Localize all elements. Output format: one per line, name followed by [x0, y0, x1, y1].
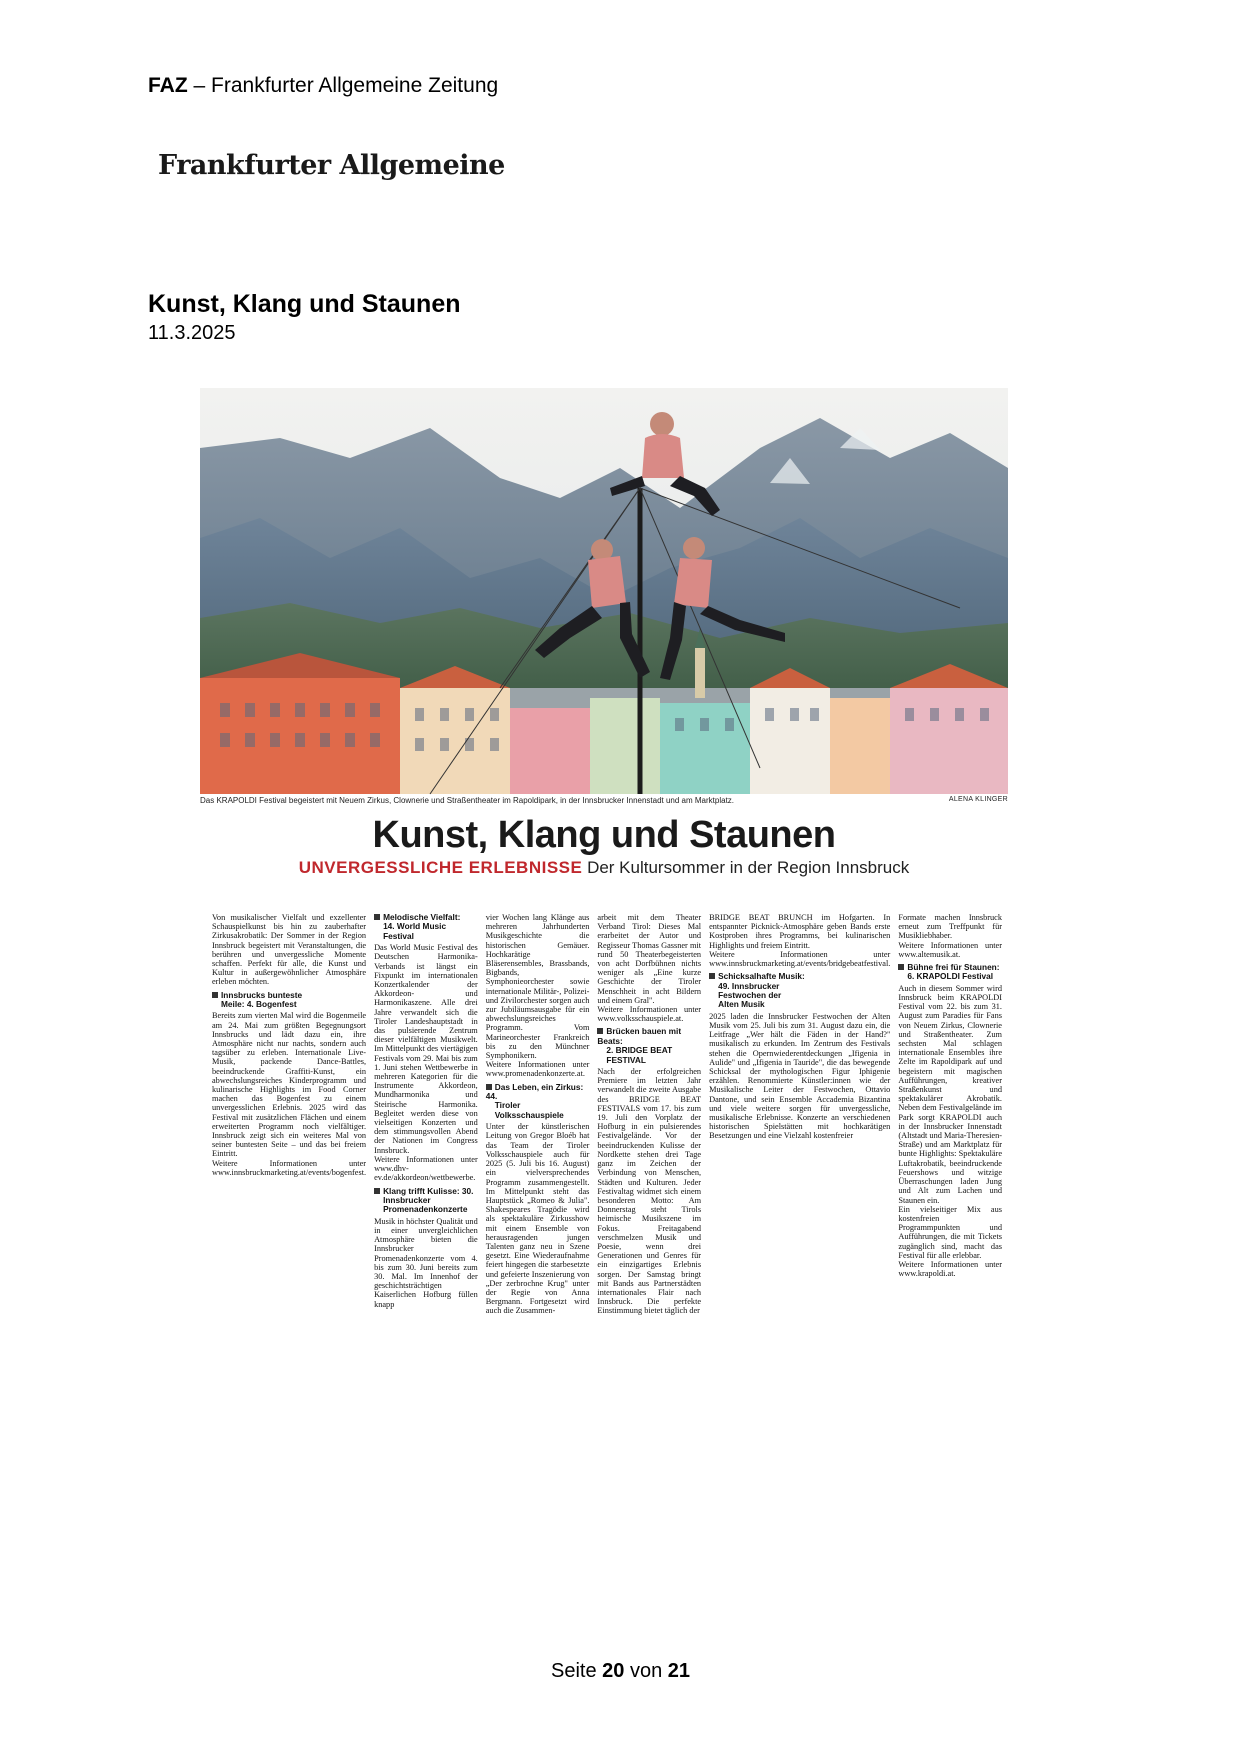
article-column-1	[212, 913, 366, 1323]
column-paragraph: vier Wochen lang Klänge aus mehreren Jahrhunderten Musikgeschichte die historischen Gemäuer. Hochkarätige Bläserensembles, Brassbands, Bigbands, Symphonieorchester sowie internationale Militär-, Polizei- und Zivilorchester sorgen auch zur Jubiläumsausgabe für ein abwechslungsreiches Programm. Vom Marineorchester Frankreich bis zu den Münchner Symphonikern.	[485, 913, 590, 1061]
source-abbreviation: FAZ	[148, 74, 188, 97]
bullet-square-icon	[709, 973, 715, 979]
total-pages: 21	[667, 1660, 690, 1682]
bullet-square-icon	[597, 1028, 603, 1034]
article-column-6	[898, 913, 1002, 1323]
column-paragraph: Ein vielseitiger Mix aus kostenfreien Programmpunkten und Aufführungen, die mit Tickets zugänglich sind, macht das Festival für alle erlebbar.	[898, 1204, 1002, 1260]
page-number-footer	[0, 1660, 1241, 1683]
section-heading: Brücken bauen mit Beats: 2. BRIDGE BEAT FESTIVAL	[597, 1026, 682, 1065]
newspaper-clipping	[200, 388, 1008, 1388]
column-paragraph: Das World Music Festival des Deutschen Harmonika-Verbands ist längst ein Fixpunkt im internationalen Konzertkalender der Akkordeon- und Harmonikaszene. Alle drei Jahre verwandelt sich die Tiroler Landeshauptstadt in das pulsierende Zentrum dieser vielfältigen Musikwelt. Im Mittelpunkt des viertägigen Festivals vom 29. Mai bis zum 1. Juni stehen Wettbewerbe in mehreren Kategorien für die Instrumente Akkordeon, Mundharmonika und Steirische Harmonika. Begleitet werden diese von vielseitigen Konzerten und dem stimmungsvollen Abend der Nationen im Congress Innsbruck.	[374, 943, 478, 1155]
newspaper-masthead-logo: Frankfurter Allgemeine	[158, 150, 505, 181]
column-paragraph: Weitere Informationen unter www.krapoldi.at.	[898, 1259, 1002, 1279]
column-paragraph: 2025 laden die Innsbrucker Festwochen der Alten Musik vom 25. Juli bis zum 31. August dazu ein, die Leitfrage „Wer hält die Fäden in der Hand?" musikalisch zu erkunden. Im Zentrum des Festivals stehen die Opernwiederentdeckungen „Ifigenia in Aulide" und „Ifigenia in Tauride", die das bewegende Schicksal der mythologischen Figur Iphigenie erzählen. Renommierte Künstler:innen wie der Musikalische Leiter der Festwochen, Ottavio Dantone, und sein Ensemble Accademia Bizantina und viele weitere sorgen für unvergessliche, musikalische Erlebnisse. Konzerte an verschiedenen historischen Spielstätten mit hochkarätigen Besetzungen und eine Vielzahl kostenfreier	[709, 1011, 891, 1141]
photo-caption-text: Das KRAPOLDI Festival begeistert mit Neuem Zirkus, Clownerie und Straßentheater im Rapoldipark, in der Innsbrucker Innenstadt und am Marktplatz.	[200, 796, 735, 805]
column-paragraph: Weitere Informationen unter www.altemusik.at.	[898, 940, 1002, 959]
column-paragraph: Unter der künstlerischen Leitung von Gregor Bloéb hat das Team der Tiroler Volksschauspiele auch für 2025 (5. Juli bis 16. August) ein vielversprechendes Programm zusammengestellt. Im Mittelpunkt steht das Hauptstück „Romeo & Julia". Shakespeares Tragödie wird als spektakuläre Zirkusshow mit einem Ensemble von herausragenden jungen Talenten ganz neu in Szene gesetzt. Eine Wiederaufnahme feiert hingegen die starbesetzte und gefeierte Inszenierung von „Der zerbrochne Krug" unter der Regie von Anna Bergmann. Fortgesetzt wird auch die Zusammen-	[485, 1122, 590, 1316]
column-paragraph: Musik in höchster Qualität und in einer unvergleichlichen Atmosphäre bieten die Innsbrucker Promenadenkonzerte vom 4. bis zum 30. Juni bereits zum 30. Mal. Im Innenhof der geschichtsträchtigen Kaiserlichen Hofburg füllen knapp	[374, 1216, 478, 1309]
article-column-4	[597, 913, 701, 1323]
column-paragraph: Weitere Informationen unter www.promenadenkonzerte.at.	[485, 1060, 590, 1079]
article-column-5	[709, 913, 890, 1323]
column-paragraph: Weitere Informationen unter www.volksschauspiele.at.	[597, 1005, 702, 1024]
bullet-square-icon	[486, 1084, 492, 1090]
column-paragraph: Weitere Informationen unter www.dhv-ev.de/akkordeon/wettbewerbe.	[374, 1154, 478, 1183]
column-paragraph: Nach der erfolgreichen Premiere im letzten Jahr verwandelt die zweite Ausgabe des BRIDGE BEAT FESTIVALS vom 17. bis zum 19. Juli den Vorplatz der Hofburg in ein pulsierendes Festivalgelände. Vor der beeindruckenden Kulisse der Nordkette stehen drei Tage ganz im Zeichen der Verbindung von Menschen, Städten und Kulturen. Jeder Festivaltag widmet sich einem besonderen Motto: Am Donnerstag steht Tirols heimische Musikszene im Fokus. Freitagabend verschmelzen Musik und Poesie, wenn drei Generationen und Genres für ein einzigartiges Erlebnis sorgen. Der Samstag bringt mit Bands aus Partnerstädten internationales Flair nach Innsbruck. Die perfekte Einstimmung bietet täglich der	[597, 1067, 702, 1316]
article-column-3	[486, 913, 590, 1323]
current-page: 20	[602, 1660, 625, 1682]
article-photo	[200, 388, 1008, 794]
column-paragraph: Formate machen Innsbruck erneut zum Treffpunkt für Musikliebhaber.	[898, 913, 1002, 941]
document-source-header	[148, 74, 498, 98]
column-paragraph: Auch in diesem Sommer wird Innsbruck beim KRAPOLDI Festival vom 22. bis zum 31. August zum Paradies für Fans von Neuem Zirkus, Clownerie und Straßentheater. Zum sechsten Mal schlagen internationale Ensembles ihre Zelte im Rapoldipark auf und begeistern mit magischen Aufführungen, kreativer Straßenkunst und spektakulärer Akrobatik. Neben dem Festivalgelände im Park sorgt KRAPOLDI auch in der Innsbrucker Innenstadt (Altstadt und Maria-Theresien-Straße) und am Marktplatz für bunte Highlights: Spektakuläre Luftakrobatik, beeindruckende Feuershows und witzige Überraschungen laden Jung und Alt zum Lachen und Staunen ein.	[898, 983, 1003, 1205]
source-name: Frankfurter Allgemeine Zeitung	[211, 74, 499, 97]
section-heading: Melodische Vielfalt: 14. World Music Festival	[374, 913, 478, 941]
subheadline-text: Der Kultursommer in der Region Innsbruck	[582, 858, 910, 877]
bullet-square-icon	[374, 914, 380, 920]
subheadline-kicker: UNVERGESSLICHE ERLEBNISSE	[298, 858, 583, 877]
bullet-square-icon	[374, 1188, 380, 1194]
page-separator: von	[624, 1660, 668, 1682]
clipping-headline: Kunst, Klang und Staunen	[372, 814, 836, 856]
column-paragraph: Bereits zum vierten Mal wird die Bogenmeile am 24. Mai zum größten Begegnungsort Innsbrucks und lädt dazu ein, ihre Atmosphäre nicht nur nachts, sondern auch tagsüber zu erleben. Internationale Live-Musik, packende Dance-Battles, beeindruckende Graffiti-Kunst, ein abwechslungsreiches Kinderprogramm und kulinarische Highlights im Food Corner machen das Bogenfest zu einem unvergesslichen Erlebnis. 2025 wird das Festival mit zusätzlichen Flächen und einem erweiterten Programm noch vielfältiger. Innsbruck zeigt sich ein weiteres Mal von seiner buntesten Seite – und das bei freiem Eintritt.	[212, 1011, 367, 1159]
photo-caption	[200, 796, 1008, 805]
section-heading: Innsbrucks bunteste Meile: 4. Bogenfest	[212, 991, 366, 1010]
photo-credit: ALENA KLINGER	[948, 796, 1008, 803]
column-paragraph: Weitere Informationen unter www.innsbruckmarketing.at/events/bogenfest.	[212, 1158, 367, 1177]
section-heading: Das Leben, ein Zirkus: 44. Tiroler Volksschauspiele	[485, 1081, 584, 1120]
column-paragraph: BRIDGE BEAT BRUNCH im Hofgarten. In entspannter Picknick-Atmosphäre geben Bands erste Kostproben ihres Programms, bei kulinarischen Highlights und freiem Eintritt.	[709, 913, 891, 950]
article-title: Kunst, Klang und Staunen	[148, 290, 461, 318]
bullet-square-icon	[212, 992, 218, 998]
article-date: 11.3.2025	[148, 322, 236, 344]
column-paragraph: Von musikalischer Vielfalt und exzellenter Schauspielkunst bis hin zu zauberhafter Zirkusakrobatik: Der Sommer in der Region Innsbruck begeistert mit Veranstaltungen, die berühren und unvergessliche Momente schaffen. Perfekt für alle, die Kunst und Kultur in außergewöhnlicher Atmosphäre erleben möchten.	[212, 913, 367, 987]
section-heading: Bühne frei für Staunen: 6. KRAPOLDI Festival	[898, 963, 1002, 982]
clipping-subheadline	[200, 858, 1008, 878]
acrobats-photo-illustration	[200, 388, 1008, 794]
column-paragraph: arbeit mit dem Theater Verband Tirol: Dieses Mal erarbeitet der Autor und Regisseur Thomas Gassner mit rund 50 Theaterbegeisterten von acht Dorfbühnen nichts weniger als „Eine kurze Geschichte der Tiroler Menschheit in acht Bildern und einem Gral".	[597, 913, 702, 1005]
page-prefix: Seite	[550, 1660, 603, 1682]
article-column-2	[374, 913, 478, 1323]
bullet-square-icon	[898, 964, 904, 970]
section-heading: Klang trifft Kulisse: 30. Innsbrucker Promenadenkonzerte	[374, 1187, 478, 1215]
column-paragraph: Weitere Informationen unter www.innsbruckmarketing.at/events/bridgebeatfestival.	[709, 949, 891, 969]
source-separator: –	[187, 74, 212, 97]
section-heading: Schicksalhafte Musik: 49. Innsbrucker Festwochen der Alten Musik	[709, 972, 890, 1010]
article-columns	[212, 913, 1002, 1323]
